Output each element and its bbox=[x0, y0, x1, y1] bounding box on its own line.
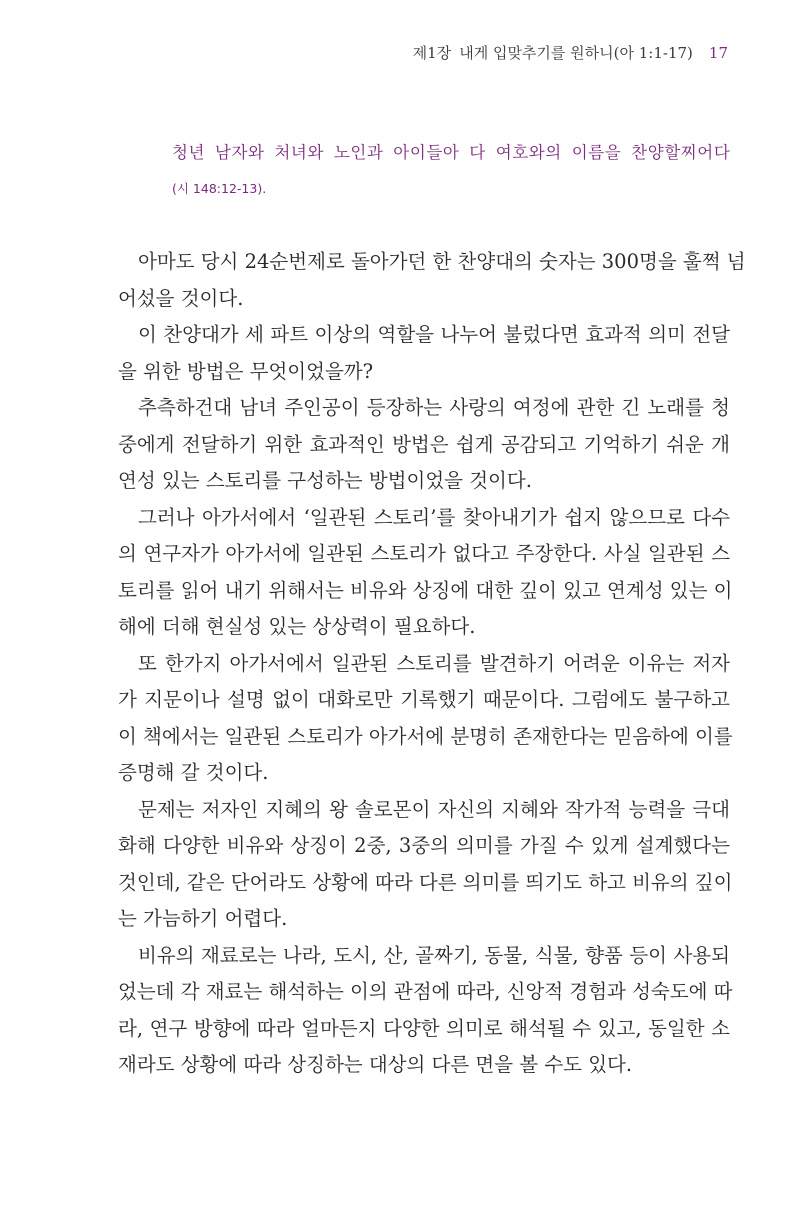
text-line: 이 찬양대가 세 파트 이상의 역할을 나누어 불렀다면 효과적 의미 전달 bbox=[138, 323, 730, 346]
text-line: 추측하건대 남녀 주인공이 등장하는 사랑의 여정에 관한 긴 노래를 청 bbox=[138, 396, 730, 419]
text-line: 해에 더해 현실성 있는 상상력이 필요하다. bbox=[118, 615, 476, 638]
page-number: 17 bbox=[708, 44, 728, 62]
epigraph-reference: (시 148:12-13). bbox=[172, 181, 267, 196]
text-line: 라, 연구 방향에 따라 얼마든지 다양한 의미로 해석될 수 있고, 동일한 소 bbox=[118, 1016, 730, 1040]
epigraph-quote: 청년 남자와 처녀와 노인과 아이들아 다 여호와의 이름을 찬양할찌어다 bbox=[172, 143, 731, 162]
text-line: 토리를 읽어 내기 위해서는 비유와 상징에 대한 깊이 있고 연계성 있는 이 bbox=[118, 578, 733, 602]
text-line: 것인데, 같은 단어라도 상황에 따라 다른 의미를 띄기도 하고 비유의 깊이 bbox=[118, 870, 733, 894]
text-line: 중에게 전달하기 위한 효과적인 방법은 쉽게 공감되고 기억하기 쉬운 개 bbox=[118, 432, 730, 456]
paragraph-5 bbox=[118, 646, 733, 792]
text-line: 증명해 갈 것이다. bbox=[118, 761, 269, 784]
text-line: 연성 있는 스토리를 구성하는 방법이었을 것이다. bbox=[118, 469, 532, 492]
text-line: 어섰을 것이다. bbox=[118, 286, 244, 310]
text-line: 문제는 저자인 지혜의 왕 솔로몬이 자신의 지혜와 작가적 능력을 극대 bbox=[138, 797, 730, 821]
paragraph-1 bbox=[118, 244, 746, 317]
text-line: 아마도 당시 24순번제로 돌아가던 한 찬양대의 숫자는 300명을 훌쩍 넘 bbox=[138, 250, 746, 273]
text-line: 의 연구자가 아가서에 일관된 스토리가 없다고 주장한다. 사실 일관된 스 bbox=[118, 542, 730, 565]
paragraph-4 bbox=[118, 500, 733, 646]
text-line: 비유의 재료로는 나라, 도시, 산, 골짜기, 동물, 식물, 향품 등이 사용되 bbox=[138, 943, 730, 967]
paragraph-3 bbox=[118, 390, 730, 500]
paragraph-6 bbox=[118, 792, 733, 938]
paragraph-2 bbox=[118, 317, 730, 390]
text-line: 가 지문이나 설명 없이 대화로만 기록했기 때문이다. 그럼에도 불구하고 bbox=[118, 688, 730, 711]
paragraph-7 bbox=[118, 938, 733, 1084]
text-line: 이 책에서는 일관된 스토리가 아가서에 분명히 존재한다는 믿음하에 이를 bbox=[118, 724, 733, 748]
text-line: 었는데 각 재료는 해석하는 이의 관점에 따라, 신앙적 경험과 성숙도에 따 bbox=[118, 980, 733, 1003]
chapter-title: 내게 입맞추기를 원하니(아 1:1-17) bbox=[459, 44, 693, 62]
running-header bbox=[413, 42, 728, 63]
epigraph bbox=[172, 138, 732, 198]
text-line: 는 가늠하기 어렵다. bbox=[118, 907, 288, 930]
text-line: 그러나 아가서에서 ‘일관된 스토리’를 찾아내기가 쉽지 않으므로 다수 bbox=[138, 505, 730, 529]
text-line: 을 위한 방법은 무엇이었을까? bbox=[118, 359, 374, 383]
chapter-label: 제1장 bbox=[412, 44, 452, 62]
text-line: 화해 다양한 비유와 상징이 2중, 3중의 의미를 가질 수 있게 설계했다는 bbox=[118, 834, 730, 857]
text-line: 또 한가지 아가서에서 일관된 스토리를 발견하기 어려운 이유는 저자 bbox=[138, 651, 730, 675]
text-line: 재라도 상황에 따라 상징하는 대상의 다른 면을 볼 수도 있다. bbox=[118, 1053, 633, 1076]
body-text bbox=[118, 244, 746, 1084]
